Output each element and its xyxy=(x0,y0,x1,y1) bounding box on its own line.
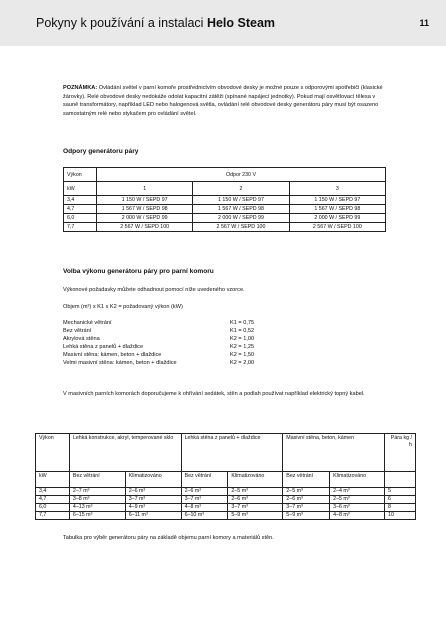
table-cell: 2–6 m³ xyxy=(181,488,228,496)
table-cell: 3–8 m³ xyxy=(69,496,125,504)
factor-value: K2 = 1,50 xyxy=(230,352,255,358)
subheader-no-ventilation: Bez větrání xyxy=(69,472,125,488)
table-cell: 4–8 m³ xyxy=(330,512,385,520)
table-row xyxy=(64,214,386,223)
table-cell: 1 567 W / SEPD 98 xyxy=(97,205,193,214)
table-cell: 1 150 W / SEPD 97 xyxy=(97,196,193,205)
table-cell: 1 567 W / SEPD 98 xyxy=(289,205,385,214)
selection-formula: Objem (m³) x K1 x K2 = požadovaný výkon (kW) xyxy=(63,304,183,310)
table-row xyxy=(36,496,416,504)
factor-value: K2 = 1,00 xyxy=(230,336,255,342)
resistors-table xyxy=(63,167,386,232)
table-header-row xyxy=(36,472,416,488)
table-cell: 1 150 W / SEPD 97 xyxy=(193,196,289,205)
kw-cell: 4,7 xyxy=(64,205,97,214)
factor-value: K1 = 0,52 xyxy=(230,328,255,334)
factor-label: Lehká stěna z panelů + dlaždice xyxy=(63,344,144,350)
steam-header: Pára kg / h xyxy=(385,434,416,472)
kw-cell: 3,4 xyxy=(36,488,70,496)
factor-label: Mechanické větrání xyxy=(63,320,112,326)
table-cell: 6–15 m³ xyxy=(69,512,125,520)
table-cell: 3–7 m³ xyxy=(228,504,283,512)
steam-cell: 10 xyxy=(385,512,416,520)
document-title xyxy=(36,16,275,30)
table-cell: 2–5 m³ xyxy=(330,496,385,504)
subheader-no-ventilation: Bez větrání xyxy=(283,472,330,488)
factor-label: Bez větrání xyxy=(63,328,92,334)
table-caption: Tabulka pro výběr generátoru páry na základě objemu parní komory a materiálů stěn. xyxy=(63,535,274,541)
selection-heading: Volba výkonu generátoru páry pro parní komoru xyxy=(63,268,214,275)
table-cell: 3–6 m³ xyxy=(330,504,385,512)
table-cell: 2–6 m³ xyxy=(125,488,181,496)
factor-value: K1 = 0,75 xyxy=(230,320,255,326)
table-cell: 1 150 W / SEPD 97 xyxy=(289,196,385,205)
table-row xyxy=(36,512,416,520)
factor-item xyxy=(63,352,255,358)
table-header-row xyxy=(64,168,386,182)
unit-header: kW xyxy=(36,472,70,488)
factor-value: K2 = 1,25 xyxy=(230,344,255,350)
table-cell: 4–8 m³ xyxy=(181,504,228,512)
subheader-no-ventilation: Bez větrání xyxy=(181,472,228,488)
column-number: 1 xyxy=(97,182,193,196)
steam-cell: 6 xyxy=(385,496,416,504)
factor-item xyxy=(63,328,255,334)
factor-label: Masivní stěna: kámen, beton + dlaždice xyxy=(63,352,162,358)
group-header-panel: Lehká stěna z panelů + dlaždice xyxy=(181,434,283,472)
group-header-light: Lehká konstrukce, akryl, temperované sklo xyxy=(69,434,181,472)
table-cell: 5–9 m³ xyxy=(283,512,330,520)
kw-cell: 7,7 xyxy=(64,223,97,232)
table-header-row xyxy=(36,434,416,472)
table-row xyxy=(64,196,386,205)
factor-item xyxy=(63,336,255,342)
table-cell: 2–5 m³ xyxy=(283,488,330,496)
power-header: Výkon xyxy=(36,434,70,472)
table-cell: 6–11 m³ xyxy=(125,512,181,520)
table-cell: 2 000 W / SEPD 99 xyxy=(289,214,385,223)
resistors-heading: Odpory generátoru páry xyxy=(63,148,139,155)
table-cell: 2 000 W / SEPD 99 xyxy=(193,214,289,223)
factor-label: Velmi masivní stěna: kámen, beton + dlaždice xyxy=(63,360,177,366)
table-header-row xyxy=(64,182,386,196)
factor-label: Akrylová stěna xyxy=(63,336,100,342)
table-cell: 3–7 m³ xyxy=(125,496,181,504)
note-text: Ovládání světel v parní komoře prostřednictvím obvodové desky je možné pouze s odporovými spotřebiči (klasické žárovky). Relé obvodové desky nedokáže odolat kapacitní zátěži (spínané napájecí jednotky). Pokud mají osvětlovací tělesa v sauně transformátory, například LED nebo halogenová světla, ovládání relé obvodové desky generátoru páry musí být osazeno samostatným relé nebo stykačem pro ovládání světel. xyxy=(63,85,383,117)
column-number: 2 xyxy=(193,182,289,196)
advice-paragraph: V masivních parních komorách doporučujeme k ohřívání sedátek, stěn a podlah používat například elektrický topný kabel. xyxy=(63,391,365,397)
table-cell: 4–9 m³ xyxy=(125,504,181,512)
table-cell: 5–9 m³ xyxy=(228,512,283,520)
kw-cell: 4,7 xyxy=(36,496,70,504)
table-row xyxy=(36,488,416,496)
table-row xyxy=(36,504,416,512)
table-cell: 2 567 W / SEPD 100 xyxy=(193,223,289,232)
table-cell: 2 567 W / SEPD 100 xyxy=(97,223,193,232)
table-row xyxy=(64,223,386,232)
kw-cell: 3,4 xyxy=(64,196,97,205)
table-cell: 6–10 m³ xyxy=(181,512,228,520)
steam-unit-cell xyxy=(385,472,416,488)
table-cell: 2 000 W / SEPD 99 xyxy=(97,214,193,223)
table-cell: 2–4 m³ xyxy=(330,488,385,496)
table-cell: 2–7 m³ xyxy=(69,488,125,496)
table-cell: 3–7 m³ xyxy=(283,504,330,512)
factor-item xyxy=(63,320,255,326)
power-header: Výkon xyxy=(64,168,97,182)
table-cell: 2–6 m³ xyxy=(283,496,330,504)
table-cell: 2–5 m³ xyxy=(228,488,283,496)
table-cell: 2 567 W / SEPD 100 xyxy=(289,223,385,232)
unit-header: kW xyxy=(64,182,97,196)
factor-value: K2 = 2,00 xyxy=(230,360,255,366)
title-text: Pokyny k používání a instalaci xyxy=(36,16,207,30)
resistance-header: Odpor 230 V xyxy=(97,168,386,182)
page-number: 11 xyxy=(419,18,429,28)
subheader-air-conditioned: Klimatizováno xyxy=(125,472,181,488)
steam-cell: 8 xyxy=(385,504,416,512)
column-number: 3 xyxy=(289,182,385,196)
kw-cell: 6,0 xyxy=(64,214,97,223)
selection-intro: Výkonové požadavky můžete odhadnout pomocí níže uvedeného vzorce. xyxy=(63,287,245,293)
note-paragraph xyxy=(63,84,383,118)
table-cell: 2–6 m³ xyxy=(228,496,283,504)
volume-table xyxy=(35,433,416,520)
subheader-air-conditioned: Klimatizováno xyxy=(228,472,283,488)
subheader-air-conditioned: Klimatizováno xyxy=(330,472,385,488)
table-cell: 4–13 m³ xyxy=(69,504,125,512)
page-header xyxy=(0,0,446,46)
kw-cell: 6,0 xyxy=(36,504,70,512)
table-cell: 3–7 m³ xyxy=(181,496,228,504)
factor-item xyxy=(63,344,255,350)
title-product: Helo Steam xyxy=(206,16,276,30)
kw-cell: 7,7 xyxy=(36,512,70,520)
steam-cell: 5 xyxy=(385,488,416,496)
factor-item xyxy=(63,360,255,366)
table-row xyxy=(64,205,386,214)
group-header-massive: Masivní stěna, beton, kámen xyxy=(283,434,385,472)
table-cell: 1 567 W / SEPD 98 xyxy=(193,205,289,214)
note-label: POZNÁMKA: xyxy=(63,85,98,91)
